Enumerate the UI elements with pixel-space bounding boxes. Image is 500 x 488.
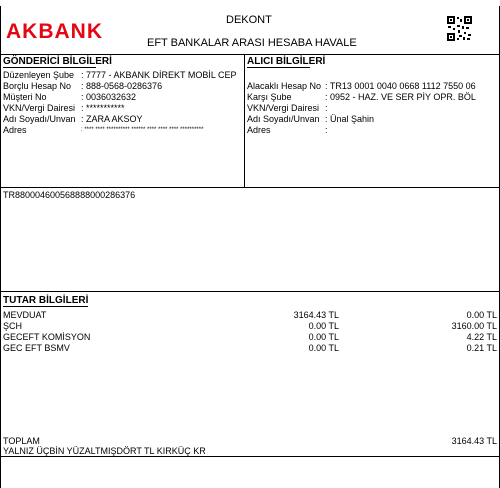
- receiver-label: Karşı Şube: [247, 92, 292, 102]
- parties-divider: [244, 54, 245, 187]
- sender-label: VKN/Vergi Dairesi: [3, 103, 76, 113]
- total-value: 3164.43 TL: [451, 436, 497, 446]
- amount-row: [3, 310, 497, 321]
- amount-col2: 0.00 TL: [466, 310, 497, 320]
- amount-col2: 3160.00 TL: [451, 321, 497, 331]
- amount-col1: 3164.43 TL: [293, 310, 339, 320]
- receiver-value: : 0952 - HAZ. VE SER PİY OPR. BÖL: [325, 92, 476, 102]
- amount-label: GEC EFT BSMV: [3, 343, 70, 353]
- receiver-label: Alacaklı Hesap No: [247, 81, 322, 91]
- receiver-label: Adı Soyadı/Unvan: [247, 114, 320, 124]
- sender-label: Adres: [3, 125, 27, 135]
- total-label: TOPLAM: [3, 436, 40, 446]
- amount-row: [3, 343, 497, 354]
- description-box: [0, 187, 500, 292]
- amount-col1: 0.00 TL: [308, 332, 339, 342]
- receiver-title-underline: [247, 67, 310, 68]
- sender-value: : 0036032632: [81, 92, 137, 102]
- footer-box: [0, 456, 500, 488]
- amount-col1: 0.00 TL: [308, 343, 339, 353]
- receiver-label: Adres: [247, 125, 271, 135]
- amount-label: GECEFT KOMİSYON: [3, 332, 91, 342]
- amount-col2: 0.21 TL: [466, 343, 497, 353]
- document-subtitle: EFT BANKALAR ARASI HESABA HAVALE: [147, 37, 357, 49]
- receiver-value: :: [325, 103, 328, 113]
- receiver-value: : TR13 0001 0040 0668 1112 7550 06: [325, 81, 476, 91]
- receiver-label: VKN/Vergi Dairesi: [247, 103, 320, 113]
- amounts-title-underline: [3, 306, 88, 307]
- sender-label: Borçlu Hesap No: [3, 81, 72, 91]
- sender-label: Adı Soyadı/Unvan: [3, 114, 76, 124]
- amount-col1: 0.00 TL: [308, 321, 339, 331]
- amounts-table: [3, 310, 497, 354]
- amount-label: MEVDUAT: [3, 310, 47, 320]
- amount-row: [3, 332, 497, 343]
- sender-title-underline: [3, 67, 96, 68]
- receiver-value: : Ünal Şahin: [325, 114, 375, 124]
- amounts-section-title: TUTAR BİLGİLERİ: [3, 295, 89, 306]
- sender-label: Düzenleyen Şube: [3, 70, 75, 80]
- receiver-section-title: ALICI BİLGİLERİ: [247, 56, 326, 67]
- receiver-value: :: [325, 125, 328, 135]
- sender-section-title: GÖNDERİCİ BİLGİLERİ: [3, 56, 112, 67]
- description-text: TR880004600568888000286376: [3, 190, 136, 200]
- qr-code-icon: [447, 16, 472, 41]
- sender-label: Müşteri No: [3, 92, 47, 102]
- document-title: DEKONT: [226, 14, 272, 26]
- total-in-words: YALNIZ ÜÇBİN YÜZALTMIŞDÖRT TL KIRKÜÇ KR: [3, 446, 206, 456]
- bank-logo: AKBANK: [6, 20, 103, 43]
- amount-col2: 4.22 TL: [466, 332, 497, 342]
- sender-value: : ***********: [81, 103, 125, 113]
- sender-value: : ZARA AKSOY: [81, 114, 143, 124]
- sender-value: : 7777 - AKBANK DİREKT MOBİL CEP: [81, 70, 237, 80]
- amount-label: ŞCH: [3, 321, 23, 331]
- sender-value: : **** **** ********** ****** **** **** **** **********: [81, 127, 204, 133]
- sender-value: : 888-0568-0286376: [81, 81, 163, 91]
- amount-row: [3, 321, 497, 332]
